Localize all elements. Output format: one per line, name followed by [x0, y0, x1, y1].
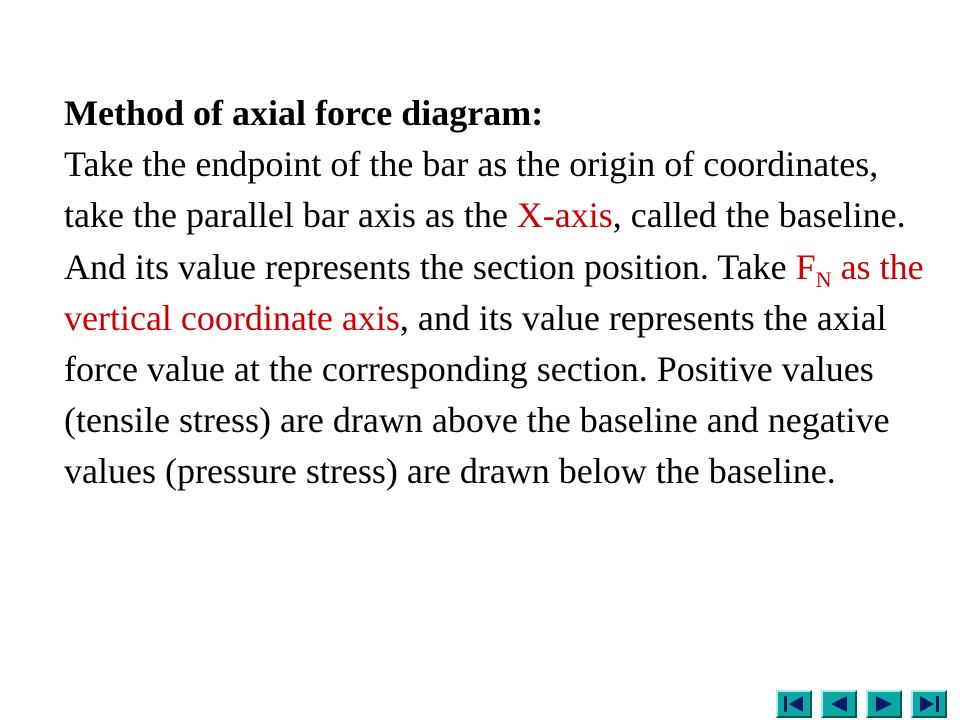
next-slide-button[interactable] — [866, 690, 902, 718]
slide-body — [64, 88, 924, 498]
vertical-axis-term: as the vertical coordinate axis — [64, 246, 924, 338]
last-slide-button[interactable] — [911, 690, 947, 718]
x-axis-term: X-axis — [516, 195, 613, 236]
fn-symbol-main: F — [795, 246, 816, 287]
first-slide-icon — [781, 694, 807, 714]
last-slide-icon — [916, 694, 942, 714]
body-text-3: , and its value represents the axial force value at the corresponding section. Positive values (tensile stress) are drawn above the baseline and negative values (pressure stress) are drawn below the baseline. — [64, 297, 890, 492]
fn-symbol — [795, 246, 832, 292]
body-text-2: , called the baseline. And its value represents the section position. Take — [64, 195, 906, 287]
previous-slide-icon — [826, 694, 852, 714]
slide-heading: Method of axial force diagram: — [64, 93, 544, 133]
first-slide-button[interactable] — [776, 690, 812, 718]
body-text-1: Take the endpoint of the bar as the origin of coordinates, take the parallel bar axis as the — [64, 144, 879, 236]
slide-navigation — [776, 690, 947, 720]
previous-slide-button[interactable] — [821, 690, 857, 718]
fn-symbol-subscript: N — [815, 266, 832, 292]
next-slide-icon — [871, 694, 897, 714]
